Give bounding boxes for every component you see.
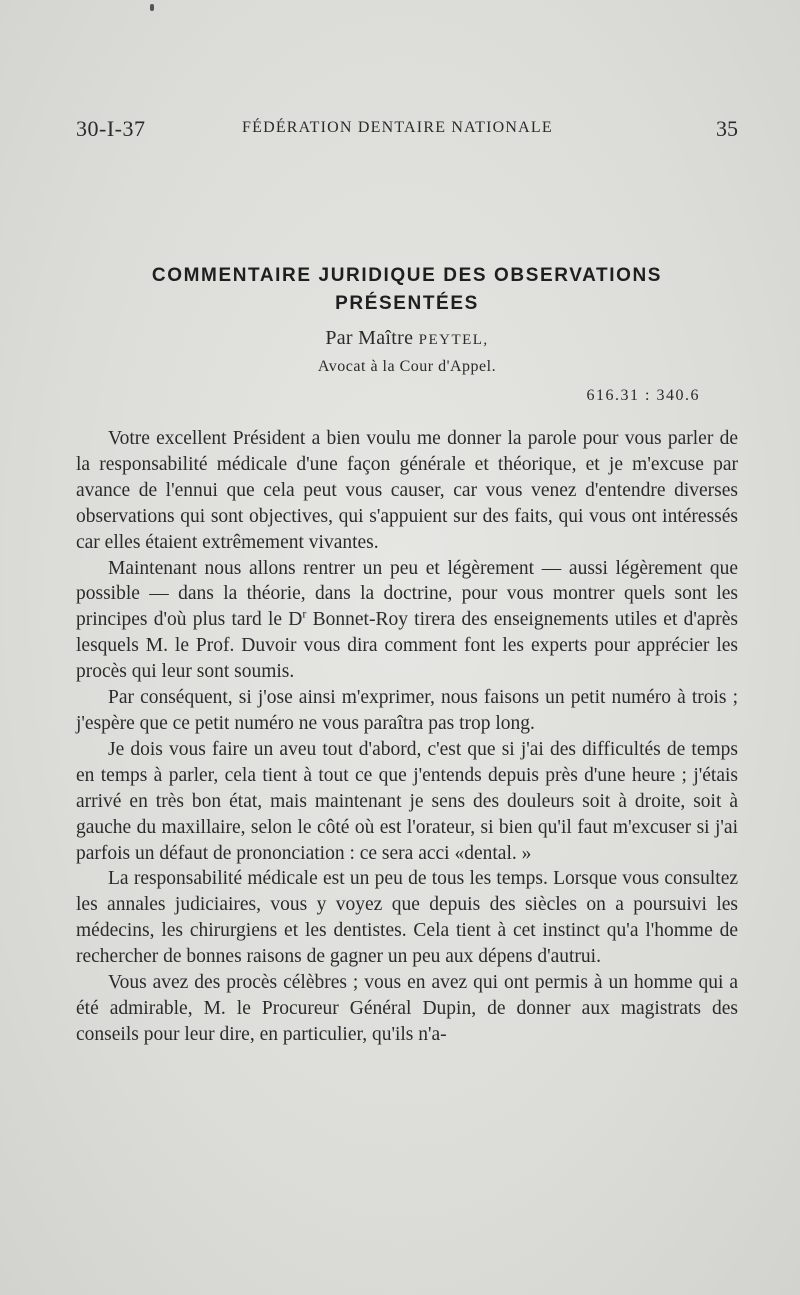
author-name: PEYTEL, [418, 332, 489, 348]
page-number: 35 [716, 116, 738, 141]
article-title-line-2: PRÉSENTÉES [335, 293, 479, 314]
author-affiliation: Avocat à la Cour d'Appel. [317, 358, 497, 375]
ink-speck [150, 4, 154, 11]
paragraph-5: La responsabilité médicale est un peu de tous les temps. Lorsque vous consultez les annales judiciaires, vous y voyez que depuis des siècles on a poursuivi les médecins, les chirurgiens et les dentistes. Cela tient à cet instinct qu'a l'homme de rechercher de bonnes raisons de gagner un peu aux dépens d'autrui. [76, 868, 738, 968]
running-header [76, 116, 738, 144]
paragraph-6: Vous avez des procès célèbres ; vous en avez qui ont permis à un homme qui a été admirable, M. le Procureur Général Dupin, de donner aux magistrats des conseils pour leur dire, en particulier, qu'ils n'a- [76, 972, 738, 1045]
paragraph-4: Je dois vous faire un aveu tout d'abord, c'est que si j'ai des difficultés de temps en temps à parler, cela tient à tout ce que j'entends depuis près d'une heure ; j'étais arrivé en très bon état, mais maintenant je sens des douleurs soit à droite, soit à gauche du maxillaire, selon le côté où est l'orateur, si bien qu'il faut m'excuser si j'ai parfois un défaut de prononciation : ce sera acci «dental. » [76, 738, 738, 864]
byline [76, 327, 738, 350]
paragraph-3: Par conséquent, si j'ose ainsi m'exprimer, nous faisons un petit numéro à trois ; j'espère que ce petit numéro ne vous paraîtra pas trop long. [76, 687, 738, 734]
paragraph-1: Votre excellent Président a bien voulu me donner la parole pour vous parler de la responsabilité médicale d'une façon générale et théorique, et je m'excuse par avance de l'ennui que cela peut vous causer, car vous venez d'entendre diverses observations qui sont objectives, qui s'appuient sur des faits, qui vous ont intéressés car elles étaient extrêmement vivantes. [76, 428, 738, 553]
classification-code: 616.31 : 340.6 [586, 387, 700, 404]
article-title [76, 262, 738, 318]
article-body [76, 426, 738, 1048]
paragraph-2-part-a: Maintenant nous allons rentrer un peu et légèrement — aussi légèrement que possible — dans la théorie, dans la doctrine, pour vous montrer quels sont les principes d'où plus tard le D [76, 557, 738, 631]
doctor-superscript: r [302, 606, 307, 621]
journal-name: FÉDÉRATION DENTAIRE NATIONALE [242, 119, 553, 136]
article-title-line-1: COMMENTAIRE JURIDIQUE DES OBSERVATIONS [151, 265, 663, 286]
issue-date: 30-I-37 [76, 116, 146, 141]
byline-prefix: Par Maître [325, 327, 414, 349]
paragraph-2 [76, 556, 738, 686]
paragraph-2-part-b: Bonnet-Roy tirera des enseignements utiles et d'après lesquels M. le Prof. Duvoir vous dira comment font les experts pour apprécier les procès qui leur sont soumis. [76, 609, 738, 683]
